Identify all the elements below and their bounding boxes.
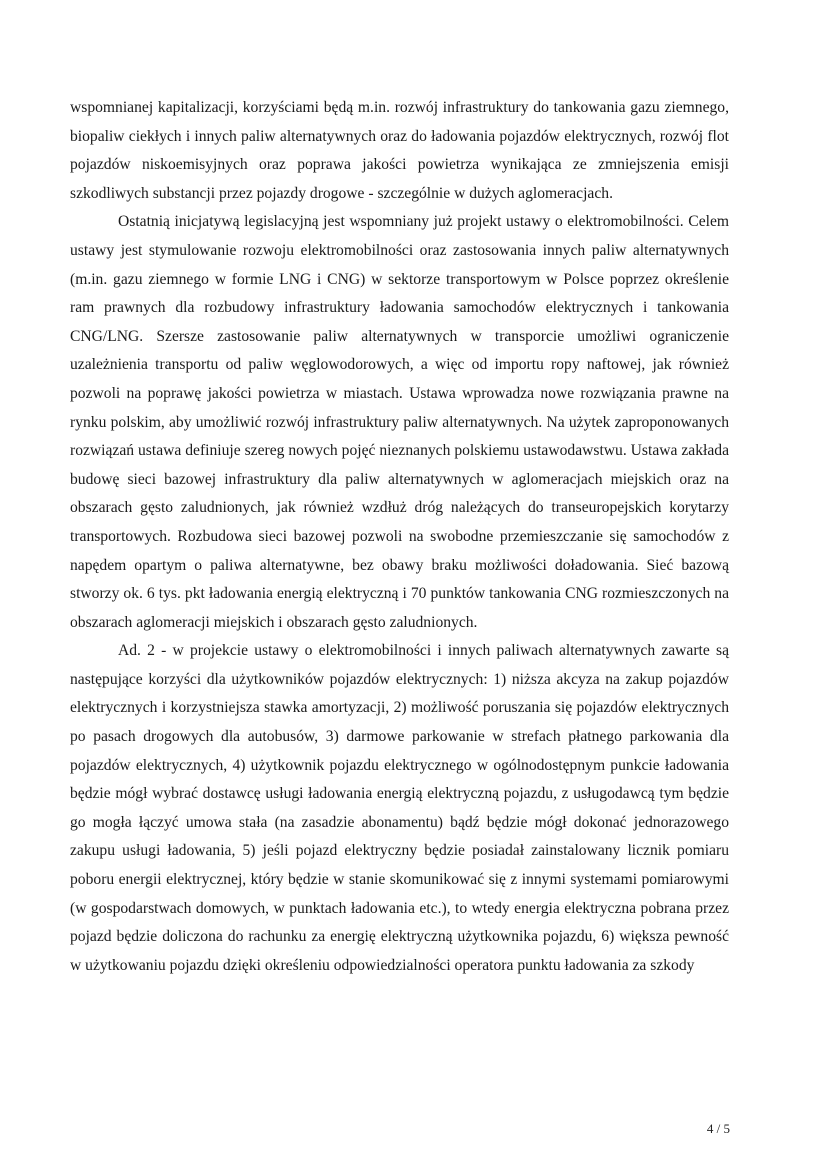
paragraph-continuation: wspomnianej kapitalizacji, korzyściami będą m.in. rozwój infrastruktury do tankowania gazu ziemnego, biopaliw ciekłych i innych paliw alternatywnych oraz do ładowania pojazdów elektrycznych, rozwój flot pojazdów niskoemisyjnych oraz poprawa jakości powietrza wynikająca ze zmniejszenia emisji szkodliwych substancji przez pojazdy drogowe - szczególnie w dużych aglomeracjach. <box>70 99 729 202</box>
paragraph-legislative-initiative: Ostatnią inicjatywą legislacyjną jest wspomniany już projekt ustawy o elektromobilności. Celem ustawy jest stymulowanie rozwoju elektromobilności oraz zastosowania innych paliw alternatywnych (m.in. gazu ziemnego w formie LNG i CNG) w sektorze transportowym w Polsce poprzez określenie ram prawnych dla rozbudowy infrastruktury ładowania samochodów elektrycznych i tankowania CNG/LNG. Szersze zastosowanie paliw alternatywnych w transporcie umożliwi ograniczenie uzależnienia transportu od paliw węglowodorowych, a więc od importu ropy naftowej, jak również pozwoli na poprawę jakości powietrza w miastach. Ustawa wprowadza nowe rozwiązania prawne na rynku polskim, aby umożliwić rozwój infrastruktury paliw alternatywnych. Na użytek zaproponowanych rozwiązań ustawa definiuje szereg nowych pojęć nieznanych polskiemu ustawodawstwu. Ustawa zakłada budowę sieci bazowej infrastruktury dla paliw alternatywnych w aglomeracjach miejskich oraz na obszarach gęsto zaludnionych, jak również wzdłuż dróg należących do transeuropejskich korytarzy transportowych. Rozbudowa sieci bazowej pozwoli na swobodne przemieszczanie się samochodów z napędem opartym o paliwa alternatywne, bez obawy braku możliwości doładowania. Sieć bazową stworzy ok. 6 tys. pkt ładowania energią elektryczną i 70 punktów tankowania CNG rozmieszczonych na obszarach aglomeracji miejskich i obszarach gęsto zaludnionych. <box>70 213 729 631</box>
page-number: 4 / 5 <box>706 1121 730 1136</box>
paragraph-benefits: Ad. 2 - w projekcie ustawy o elektromobilności i innych paliwach alternatywnych zawarte są następujące korzyści dla użytkowników pojazdów elektrycznych: 1) niższa akcyza na zakup pojazdów elektrycznych i korzystniejsza stawka amortyzacji, 2) możliwość poruszania się pojazdów elektrycznych po pasach drogowych dla autobusów, 3) darmowe parkowanie w strefach płatnego parkowania dla pojazdów elektrycznych, 4) użytkownik pojazdu elektrycznego w ogólnodostępnym punkcie ładowania będzie mógł wybrać dostawcę usługi ładowania energią elektryczną pojazdu, z usługodawcą tym będzie go mogła łączyć umowa stała (na zasadzie abonamentu) bądź będzie mógł dokonać jednorazowego zakupu usługi ładowania, 5) jeśli pojazd elektryczny będzie posiadał zainstalowany licznik pomiaru poboru energii elektrycznej, który będzie w stanie skomunikować się z innymi systemami pomiarowymi (w gospodarstwach domowych, w punktach ładowania etc.), to wtedy energia elektryczna pobrana przez pojazd będzie doliczona do rachunku za energię elektryczną użytkownika pojazdu, 6) większa pewność w użytkowaniu pojazdu dzięki określeniu odpowiedzialności operatora punktu ładowania za szkody <box>70 642 729 974</box>
document-body <box>70 94 729 980</box>
